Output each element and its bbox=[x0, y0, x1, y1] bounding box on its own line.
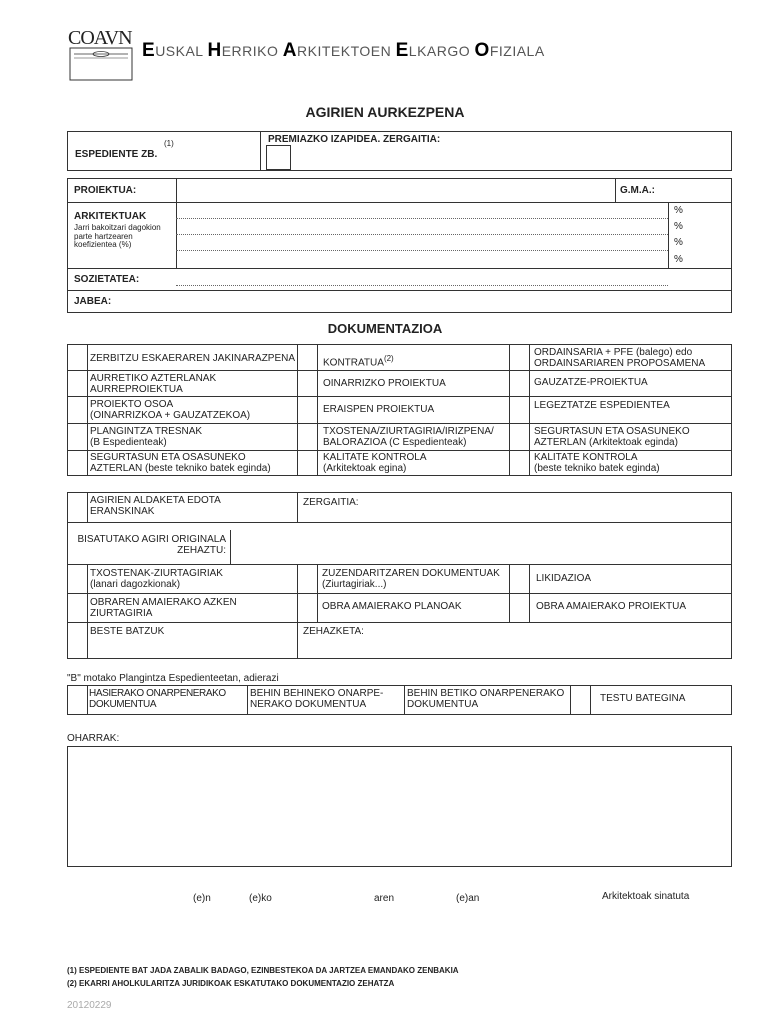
zergaitia-label: ZERGAITIA: bbox=[303, 497, 359, 508]
project-box bbox=[67, 178, 732, 313]
plan-b-intro: "B" motako Plangintza Espedienteetan, adierazi bbox=[67, 673, 279, 684]
date-en: (e)n bbox=[193, 893, 211, 904]
title-part: ARKITEKTOEN bbox=[282, 40, 396, 61]
form-title: AGIRIEN AURKEZPENA bbox=[305, 104, 465, 120]
doc-item: ERAISPEN PROIEKTUA bbox=[323, 404, 435, 415]
plan-b-item: BEHIN BEHINEKO ONARPE- NERAKO DOKUMENTUA bbox=[250, 688, 384, 710]
plan-b-item: TESTU BATEGINA bbox=[600, 693, 686, 704]
sozietatea-label: SOZIETATEA: bbox=[74, 274, 140, 285]
percent-1: % bbox=[674, 205, 683, 216]
title-part: ELKARGO bbox=[395, 40, 475, 61]
espediente-label: ESPEDIENTE ZB. bbox=[75, 149, 158, 160]
date-eko: (e)ko bbox=[249, 893, 272, 904]
doc-item: SEGURTASUN ETA OSASUNEKO AZTERLAN (Arkitektoak eginda) bbox=[534, 426, 690, 448]
doc-item: KONTRATUA$^{(2)}$ bbox=[323, 354, 394, 369]
title-part: OFIZIALA bbox=[474, 40, 545, 61]
oharrak-label: OHARRAK: bbox=[67, 733, 120, 744]
doc-item: ZERBITZU ESKAERAREN JAKINARAZPENA bbox=[90, 353, 296, 364]
jabea-label: JABEA: bbox=[74, 296, 112, 307]
doc-item: AURRETIKO AZTERLANAK AURREPROIEKTUA bbox=[90, 373, 217, 395]
signature-label: Arkitektoak sinatuta bbox=[602, 891, 690, 902]
title-part: HERRIKO bbox=[207, 40, 283, 61]
note-1-marker: (1) bbox=[164, 139, 174, 148]
date-ean: (e)an bbox=[456, 893, 480, 904]
plan-b-item: HASIERAKO ONARPENERAKO DOKUMENTUA bbox=[89, 688, 226, 710]
arkitektuak-label: ARKITEKTUAK bbox=[74, 211, 147, 222]
logo-text: COAVN bbox=[68, 27, 132, 49]
doc-item: ORDAINSARIA + PFE (balego) edo ORDAINSARIAREN PROPOSAMENA bbox=[534, 347, 706, 369]
doc-item: LEGEZTATZE ESPEDIENTEA bbox=[534, 400, 670, 411]
footnote-1: (1) ESPEDIENTE BAT JADA ZABALIK BADAGO, EZINBESTEKOA DA JARTZEA EMANDAKO ZENBAKIA bbox=[67, 966, 459, 975]
change-item: OBRA AMAIERAKO PROIEKTUA bbox=[536, 601, 687, 612]
change-item: ZUZENDARITZAREN DOKUMENTUAK (Ziurtagiriak...) bbox=[322, 568, 500, 590]
doc-item: SEGURTASUN ETA OSASUNEKO AZTERLAN (beste tekniko batek eginda) bbox=[90, 452, 271, 474]
title-part: EUSKAL bbox=[142, 40, 208, 61]
doc-item: PROIEKTO OSOA (OINARRIZKOA + GAUZATZEKOA) bbox=[90, 399, 251, 421]
doc-item: KALITATE KONTROLA (Arkitektoak egina) bbox=[323, 452, 427, 474]
organization-title bbox=[142, 40, 545, 62]
oharrak-textarea[interactable] bbox=[67, 746, 732, 867]
doc-item: KALITATE KONTROLA (beste tekniko batek eginda) bbox=[534, 452, 660, 474]
doc-checkbox-col-1[interactable] bbox=[67, 344, 88, 476]
doc-checkbox-col-2[interactable] bbox=[297, 344, 318, 476]
change-item: OBRAREN AMAIERAKO AZKEN ZIURTAGIRIA bbox=[90, 597, 237, 619]
plan-b-item: BEHIN BETIKO ONARPENERAKO DOKUMENTUA bbox=[407, 688, 565, 710]
bisatutako-label: BISATUTAKO AGIRI ORIGINALA ZEHAZTU: bbox=[77, 534, 226, 556]
doc-item: TXOSTENA/ZIURTAGIRIA/IRIZPENA/ BALORAZIOA (C Espedienteak) bbox=[323, 426, 494, 448]
percent-4: % bbox=[674, 254, 683, 265]
date-aren: aren bbox=[374, 893, 395, 904]
version-number: 20120229 bbox=[67, 1000, 112, 1011]
beste-batzuk-label: BESTE BATZUK bbox=[90, 626, 165, 637]
percent-2: % bbox=[674, 221, 683, 232]
footnote-2: (2) EKARRI AHOLKULARITZA JURIDIKOAK ESKATUTAKO DOKUMENTAZIO ZEHATZA bbox=[67, 979, 395, 988]
urgent-checkbox[interactable] bbox=[266, 145, 291, 170]
note-2-marker: (2) bbox=[383, 354, 394, 363]
change-item: TXOSTENAK-ZIURTAGIRIAK (lanari dagozkionak) bbox=[90, 568, 223, 590]
premiazko-label: PREMIAZKO IZAPIDEA. ZERGAITIA: bbox=[268, 134, 441, 145]
zehazketa-label: ZEHAZKETA: bbox=[303, 626, 364, 637]
change-item: LIKIDAZIOA bbox=[536, 573, 592, 584]
doc-item: GAUZATZE-PROIEKTUA bbox=[534, 377, 648, 388]
percent-3: % bbox=[674, 237, 683, 248]
proiektua-label: PROIEKTUA: bbox=[74, 185, 137, 196]
doc-item: PLANGINTZA TRESNAK (B Espedienteak) bbox=[90, 426, 203, 448]
change-item: OBRA AMAIERAKO PLANOAK bbox=[322, 601, 462, 612]
arkitektuak-note: Jarri bakoitzari dagokion parte hartzearen koefizientea (%) bbox=[74, 223, 161, 249]
doc-item: OINARRIZKO PROIEKTUA bbox=[323, 378, 446, 389]
gma-label: G.M.A.: bbox=[620, 185, 655, 196]
doc-checkbox-col-3[interactable] bbox=[509, 344, 530, 476]
aldaketa-checkbox-label: AGIRIEN ALDAKETA EDOTA ERANSKINAK bbox=[90, 495, 221, 517]
docs-title: DOKUMENTAZIOA bbox=[327, 321, 443, 336]
logo bbox=[68, 22, 134, 82]
